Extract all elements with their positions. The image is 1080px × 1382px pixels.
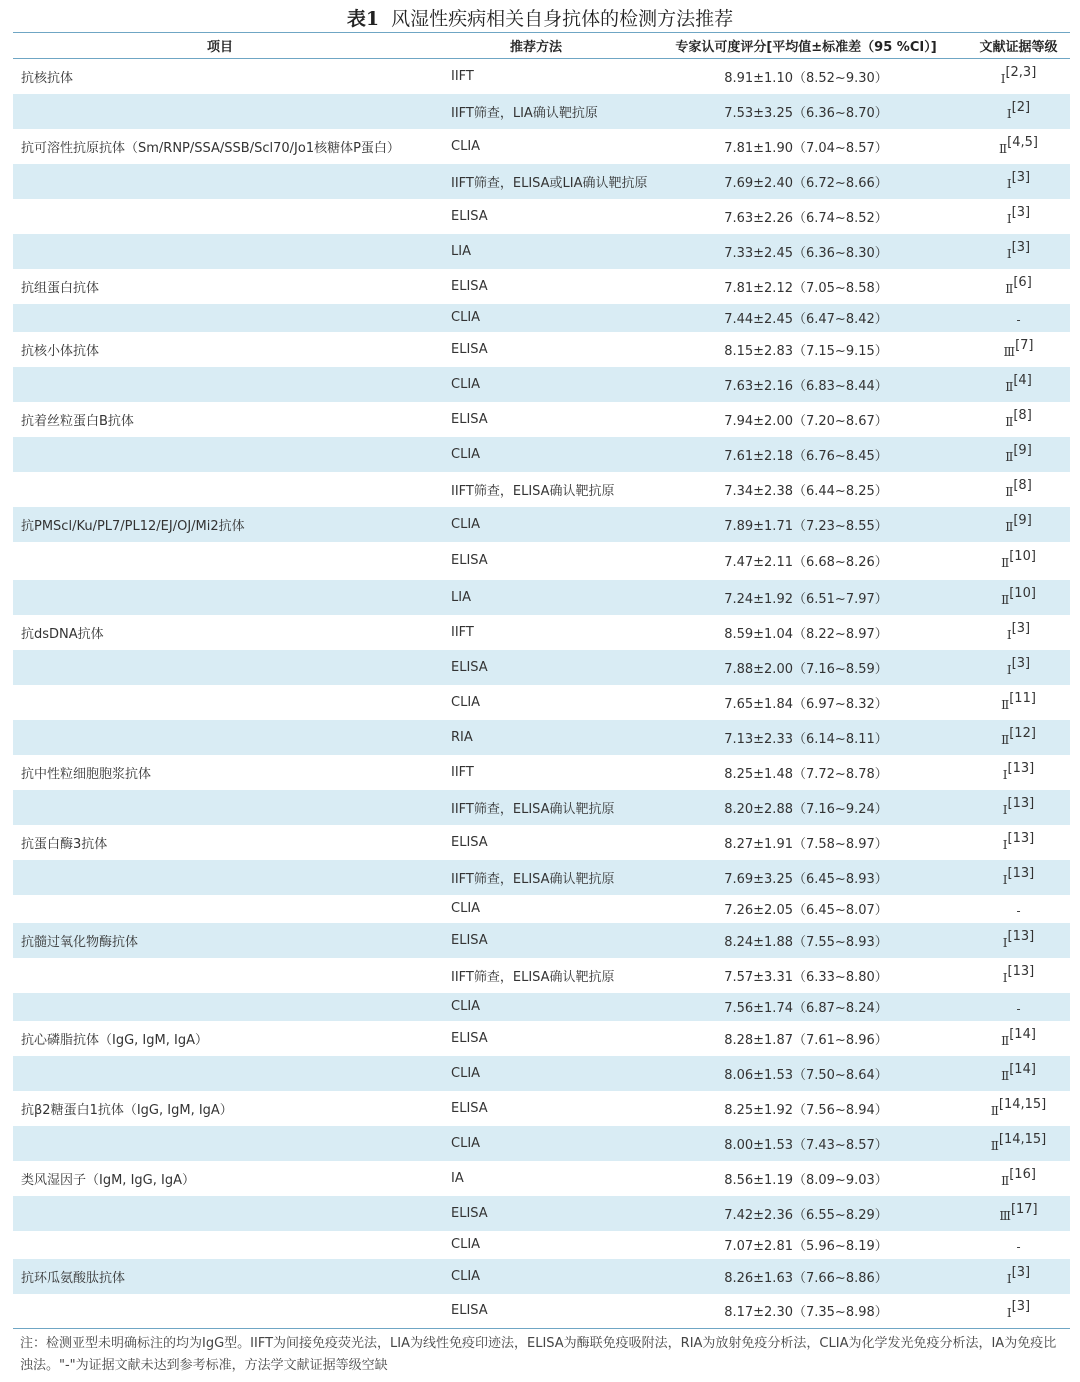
cell-score: 8.59±1.04（8.22~8.97） [724, 626, 888, 642]
cell-evidence [967, 1231, 1070, 1259]
cell-evidence [967, 650, 1070, 685]
cell-evidence [967, 367, 1070, 402]
cell-score: 7.56±1.74（6.87~8.24） [645, 993, 967, 1021]
evidence-level: - [1016, 1002, 1021, 1016]
cell-item [13, 1231, 427, 1259]
cell-item: 抗β2糖蛋白1抗体（IgG, IgM, IgA） [21, 1102, 233, 1118]
cell-score: 8.00±1.53（7.43~8.57） [645, 1126, 967, 1161]
cell-score: 8.27±1.91（7.58~8.97） [724, 836, 888, 852]
evidence-level: Ⅰ [1002, 935, 1008, 950]
table-row [13, 1021, 1070, 1056]
cell-evidence [967, 790, 1070, 825]
cell-score: 7.94±2.00（7.20~8.67） [724, 413, 888, 429]
evidence-ref: [13] [1007, 830, 1035, 846]
cell-evidence [967, 1294, 1070, 1329]
table-row [13, 507, 1070, 542]
cell-method: LIA [427, 234, 645, 269]
table-row [13, 402, 1070, 437]
cell-method: CLIA [427, 1056, 645, 1091]
cell-evidence [967, 332, 1070, 367]
evidence-level: Ⅰ [1006, 211, 1012, 226]
table-row [13, 923, 1070, 958]
cell-score: 7.33±2.45（6.36~8.30） [645, 234, 967, 269]
cell-method: CLIA [427, 367, 645, 402]
evidence-ref: [11] [1009, 690, 1036, 706]
cell-item [13, 1126, 427, 1161]
evidence-level: Ⅱ [990, 1138, 999, 1153]
cell-method: CLIA [451, 1237, 481, 1252]
evidence-level: Ⅱ [1005, 414, 1014, 429]
cell-score: 7.53±3.25（6.36~8.70） [645, 94, 967, 129]
cell-item [13, 958, 427, 993]
evidence-ref: [13] [1007, 963, 1035, 979]
cell-evidence [967, 895, 1070, 923]
cell-item: 抗蛋白酶3抗体 [21, 836, 108, 852]
cell-method: ELISA [451, 341, 488, 357]
cell-method: ELISA [451, 278, 488, 294]
table-row [13, 332, 1070, 367]
cell-item [13, 685, 427, 720]
evidence-level: Ⅰ [1006, 106, 1012, 121]
evidence-level: Ⅱ [1001, 1173, 1010, 1188]
evidence-ref: [13] [1007, 928, 1035, 944]
table-row [13, 542, 1070, 580]
cell-item [13, 860, 427, 895]
cell-item [13, 472, 427, 507]
table-row [13, 1056, 1070, 1091]
evidence-ref: [14,15] [998, 1131, 1047, 1147]
cell-method: IIFT [451, 68, 474, 84]
cell-item: 抗中性粒细胞胞浆抗体 [21, 766, 152, 782]
evidence-level: Ⅰ [1006, 662, 1012, 677]
cell-item [13, 1196, 427, 1231]
table-note: 注：检测亚型未明确标注的均为IgG型。IIFT为间接免疫荧光法，LIA为线性免疫印迹法，ELISA为酶联免疫吸附法，RIA为放射免疫分析法，CLIA为化学发光免疫分析法，IA为免疫比浊法。"-"为证据文献未达到参考标准，方法学文献证据等级空缺 [20, 1336, 1057, 1373]
cell-item [13, 542, 427, 580]
table-row [13, 860, 1070, 895]
cell-evidence [967, 993, 1070, 1021]
evidence-ref: [14] [1009, 1061, 1036, 1077]
evidence-ref: [3] [1011, 655, 1031, 671]
table-row [13, 685, 1070, 720]
table-row [13, 367, 1070, 402]
cell-score: 7.81±2.12（7.05~8.58） [724, 280, 888, 296]
cell-item [13, 580, 427, 615]
cell-evidence [967, 1021, 1070, 1056]
cell-method: IIFT筛查，ELISA确认靶抗原 [451, 969, 615, 985]
evidence-level: Ⅰ [1002, 837, 1008, 852]
evidence-ref: [2] [1011, 99, 1031, 115]
cell-item: 类风湿因子（IgM, IgG, IgA） [21, 1172, 195, 1188]
recommendation-table [13, 32, 1070, 1329]
table-row [13, 755, 1070, 790]
evidence-ref: [3] [1011, 1264, 1031, 1280]
cell-score: 7.61±2.18（6.76~8.45） [645, 437, 967, 472]
cell-evidence [967, 580, 1070, 615]
evidence-ref: [3] [1011, 204, 1031, 220]
cell-score: 7.47±2.11（6.68~8.26） [724, 555, 888, 570]
cell-method: CLIA [427, 1126, 645, 1161]
evidence-ref: [7] [1015, 337, 1034, 353]
cell-item: 抗环瓜氨酸肽抗体 [13, 1259, 427, 1294]
evidence-level: Ⅱ [1005, 484, 1014, 499]
evidence-ref: [10] [1009, 549, 1036, 564]
evidence-ref: [3] [1011, 620, 1031, 636]
cell-method: ELISA [451, 834, 488, 850]
evidence-level: Ⅱ [1001, 1068, 1010, 1083]
header-method: 推荐方法 [427, 33, 645, 59]
cell-item: 抗组蛋白抗体 [21, 280, 100, 296]
cell-evidence [967, 269, 1070, 304]
cell-score: 8.56±1.19（8.09~9.03） [724, 1172, 888, 1188]
cell-score: 8.24±1.88（7.55~8.93） [645, 923, 967, 958]
evidence-ref: [2,3] [1005, 64, 1037, 80]
evidence-level: Ⅱ [1005, 519, 1014, 534]
evidence-ref: [6] [1013, 274, 1032, 290]
cell-method: IIFT筛查，ELISA或LIA确认靶抗原 [427, 164, 645, 199]
cell-item: 抗核抗体 [21, 70, 74, 86]
evidence-ref: [13] [1007, 795, 1035, 811]
cell-method: CLIA [427, 507, 645, 542]
cell-item [13, 650, 427, 685]
cell-method: IA [451, 1170, 464, 1186]
cell-method: IIFT筛查，ELISA确认靶抗原 [451, 483, 615, 499]
cell-score: 7.42±2.36（6.55~8.29） [645, 1196, 967, 1231]
evidence-level: Ⅱ [990, 1103, 999, 1118]
cell-score: 8.25±1.92（7.56~8.94） [724, 1102, 888, 1118]
evidence-level: Ⅱ [1001, 556, 1010, 570]
cell-method: ELISA [451, 411, 488, 427]
cell-method: IIFT筛查，ELISA确认靶抗原 [427, 790, 645, 825]
cell-method: IIFT [451, 764, 474, 780]
cell-score: 8.06±1.53（7.50~8.64） [645, 1056, 967, 1091]
cell-item: 抗髓过氧化物酶抗体 [13, 923, 427, 958]
cell-item [13, 895, 427, 923]
cell-evidence [967, 59, 1070, 94]
cell-item [13, 367, 427, 402]
cell-evidence [967, 507, 1070, 542]
cell-evidence [967, 402, 1070, 437]
evidence-level: Ⅰ [1006, 176, 1012, 191]
table-row [13, 1091, 1070, 1126]
table-row [13, 825, 1070, 860]
evidence-level: Ⅰ [1002, 970, 1008, 985]
cell-score: 8.25±1.48（7.72~8.78） [724, 766, 888, 782]
evidence-ref: [8] [1013, 407, 1032, 423]
cell-evidence [967, 437, 1070, 472]
evidence-ref: [13] [1007, 760, 1035, 776]
cell-item [13, 720, 427, 755]
evidence-ref: [13] [1007, 865, 1035, 881]
cell-item [13, 164, 427, 199]
table-row [13, 472, 1070, 507]
cell-method: ELISA [427, 1196, 645, 1231]
table-row [13, 958, 1070, 993]
evidence-ref: [14,15] [998, 1096, 1047, 1112]
cell-score: 7.26±2.05（6.45~8.07） [724, 903, 888, 918]
cell-score: 8.17±2.30（7.35~8.98） [645, 1294, 967, 1329]
evidence-ref: [12] [1009, 725, 1036, 741]
evidence-ref: [4] [1013, 372, 1032, 388]
table-row [13, 720, 1070, 755]
cell-evidence [967, 860, 1070, 895]
cell-item: 抗核小体抗体 [21, 343, 100, 359]
cell-score: 7.13±2.33（6.14~8.11） [645, 720, 967, 755]
cell-evidence [967, 755, 1070, 790]
evidence-level: Ⅱ [1001, 697, 1010, 712]
cell-method: LIA [427, 580, 645, 615]
cell-item [13, 94, 427, 129]
cell-evidence [967, 129, 1070, 164]
cell-evidence [967, 472, 1070, 507]
cell-item [13, 1294, 427, 1329]
evidence-level: - [1016, 904, 1021, 918]
cell-item [13, 437, 427, 472]
cell-score: 7.65±1.84（6.97~8.32） [724, 696, 888, 712]
table-row [13, 615, 1070, 650]
evidence-level: Ⅰ [1006, 627, 1012, 642]
cell-method: ELISA [451, 553, 488, 568]
cell-evidence [967, 923, 1070, 958]
table-row [13, 304, 1070, 332]
table-row [13, 1294, 1070, 1329]
evidence-level: - [1016, 313, 1021, 327]
cell-score: 7.44±2.45（6.47~8.42） [645, 304, 967, 332]
cell-method: ELISA [427, 1294, 645, 1329]
evidence-level: Ⅰ [1006, 246, 1012, 261]
cell-score: 7.63±2.16（6.83~8.44） [645, 367, 967, 402]
evidence-level: Ⅰ [1000, 71, 1006, 86]
table-row [13, 437, 1070, 472]
evidence-ref: [10] [1009, 585, 1036, 601]
table-row [13, 199, 1070, 234]
table-row [13, 164, 1070, 199]
evidence-ref: [9] [1013, 442, 1032, 458]
cell-method: IIFT筛查，LIA确认靶抗原 [427, 94, 645, 129]
evidence-level: Ⅰ [1006, 1271, 1012, 1286]
cell-score: 7.24±1.92（6.51~7.97） [645, 580, 967, 615]
evidence-level: Ⅱ [1001, 1033, 1010, 1048]
cell-method: ELISA [451, 1100, 488, 1116]
cell-score: 8.15±2.83（7.15~9.15） [724, 343, 888, 359]
evidence-level: Ⅲ [1003, 344, 1016, 359]
header-score: 专家认可度评分[平均值±标准差（95 %CI）] [645, 33, 967, 59]
cell-score: 8.26±1.63（7.66~8.86） [645, 1259, 967, 1294]
cell-method: RIA [427, 720, 645, 755]
table-row [13, 1161, 1070, 1196]
table-row [13, 1259, 1070, 1294]
table-row [13, 650, 1070, 685]
cell-evidence [967, 685, 1070, 720]
table-row [13, 1196, 1070, 1231]
cell-item [13, 790, 427, 825]
cell-item: 抗PMScl/Ku/PL7/PL12/EJ/OJ/Mi2抗体 [13, 507, 427, 542]
evidence-ref: [17] [1010, 1201, 1038, 1217]
cell-score: 7.69±3.25（6.45~8.93） [645, 860, 967, 895]
cell-method: CLIA [451, 901, 481, 916]
cell-method: CLIA [427, 437, 645, 472]
evidence-ref: [4,5] [1007, 134, 1038, 150]
cell-evidence [967, 164, 1070, 199]
table-row [13, 129, 1070, 164]
cell-evidence [967, 958, 1070, 993]
header-row [13, 33, 1070, 59]
cell-score: 8.20±2.88（7.16~9.24） [645, 790, 967, 825]
cell-item: 抗着丝粒蛋白B抗体 [21, 413, 134, 429]
table-row [13, 1231, 1070, 1259]
evidence-ref: [3] [1011, 239, 1031, 255]
cell-item [13, 234, 427, 269]
cell-score: 7.88±2.00（7.16~8.59） [645, 650, 967, 685]
header-evidence: 文献证据等级 [967, 33, 1070, 59]
evidence-level: Ⅱ [999, 141, 1008, 156]
evidence-ref: [14] [1009, 1026, 1036, 1042]
cell-method: IIFT [451, 624, 474, 640]
cell-method: CLIA [427, 1259, 645, 1294]
cell-item [13, 304, 427, 332]
evidence-level: - [1016, 1240, 1021, 1254]
cell-method: CLIA [451, 694, 481, 710]
table-number: 表1 [346, 8, 380, 30]
cell-item [13, 1056, 427, 1091]
table-body [13, 59, 1070, 1329]
table-row [13, 234, 1070, 269]
cell-method: ELISA [451, 1030, 488, 1046]
cell-evidence [967, 94, 1070, 129]
header-item: 项目 [13, 33, 427, 59]
table-row [13, 59, 1070, 94]
cell-score: 8.28±1.87（7.61~8.96） [724, 1032, 888, 1048]
evidence-level: Ⅰ [1002, 767, 1008, 782]
evidence-level: Ⅱ [1005, 281, 1014, 296]
cell-score: 7.07±2.81（5.96~8.19） [724, 1239, 888, 1254]
table-row [13, 790, 1070, 825]
cell-score: 7.89±1.71（7.23~8.55） [645, 507, 967, 542]
evidence-level: Ⅰ [1002, 872, 1008, 887]
evidence-ref: [3] [1011, 1299, 1031, 1315]
cell-item: 抗心磷脂抗体（IgG, IgM, IgA） [21, 1032, 208, 1048]
cell-method: ELISA [451, 208, 488, 224]
cell-item [13, 199, 427, 234]
cell-score: 7.57±3.31（6.33~8.80） [724, 969, 888, 985]
cell-method: CLIA [451, 138, 481, 154]
cell-evidence [967, 1126, 1070, 1161]
evidence-ref: [16] [1009, 1166, 1036, 1182]
cell-score: 8.91±1.10（8.52~9.30） [724, 70, 888, 86]
evidence-level: Ⅱ [1005, 449, 1014, 464]
table-row [13, 269, 1070, 304]
table-title-text: 风湿性疾病相关自身抗体的检测方法推荐 [391, 8, 734, 30]
evidence-level: Ⅰ [1002, 802, 1008, 817]
cell-evidence [967, 1091, 1070, 1126]
cell-evidence [967, 542, 1070, 580]
cell-score: 7.34±2.38（6.44~8.25） [724, 483, 888, 499]
cell-evidence [967, 234, 1070, 269]
table-row [13, 1126, 1070, 1161]
evidence-level: Ⅱ [1001, 732, 1010, 747]
evidence-level: Ⅱ [1005, 379, 1014, 394]
table-title [0, 4, 1080, 31]
table-row [13, 993, 1070, 1021]
cell-method: CLIA [427, 993, 645, 1021]
cell-method: CLIA [427, 304, 645, 332]
cell-item [13, 993, 427, 1021]
cell-method: ELISA [427, 923, 645, 958]
cell-evidence [967, 304, 1070, 332]
cell-evidence [967, 199, 1070, 234]
evidence-level: Ⅰ [1006, 1306, 1012, 1321]
table-row [13, 580, 1070, 615]
cell-evidence [967, 720, 1070, 755]
cell-evidence [967, 825, 1070, 860]
cell-evidence [967, 1161, 1070, 1196]
evidence-level: Ⅲ [999, 1208, 1011, 1223]
cell-evidence [967, 615, 1070, 650]
cell-score: 7.81±1.90（7.04~8.57） [724, 140, 888, 156]
cell-item: 抗dsDNA抗体 [21, 626, 104, 642]
cell-evidence [967, 1259, 1070, 1294]
cell-score: 7.63±2.26（6.74~8.52） [724, 210, 888, 226]
cell-score: 7.69±2.40（6.72~8.66） [645, 164, 967, 199]
cell-method: IIFT筛查，ELISA确认靶抗原 [427, 860, 645, 895]
cell-method: ELISA [427, 650, 645, 685]
evidence-ref: [9] [1013, 512, 1032, 528]
cell-evidence [967, 1056, 1070, 1091]
evidence-ref: [3] [1011, 169, 1031, 185]
evidence-ref: [8] [1013, 477, 1032, 493]
cell-item: 抗可溶性抗原抗体（Sm/RNP/SSA/SSB/Scl70/Jo1核糖体P蛋白） [21, 140, 400, 156]
evidence-level: Ⅱ [1001, 592, 1010, 607]
cell-evidence [967, 1196, 1070, 1231]
table-row [13, 94, 1070, 129]
table-row [13, 895, 1070, 923]
